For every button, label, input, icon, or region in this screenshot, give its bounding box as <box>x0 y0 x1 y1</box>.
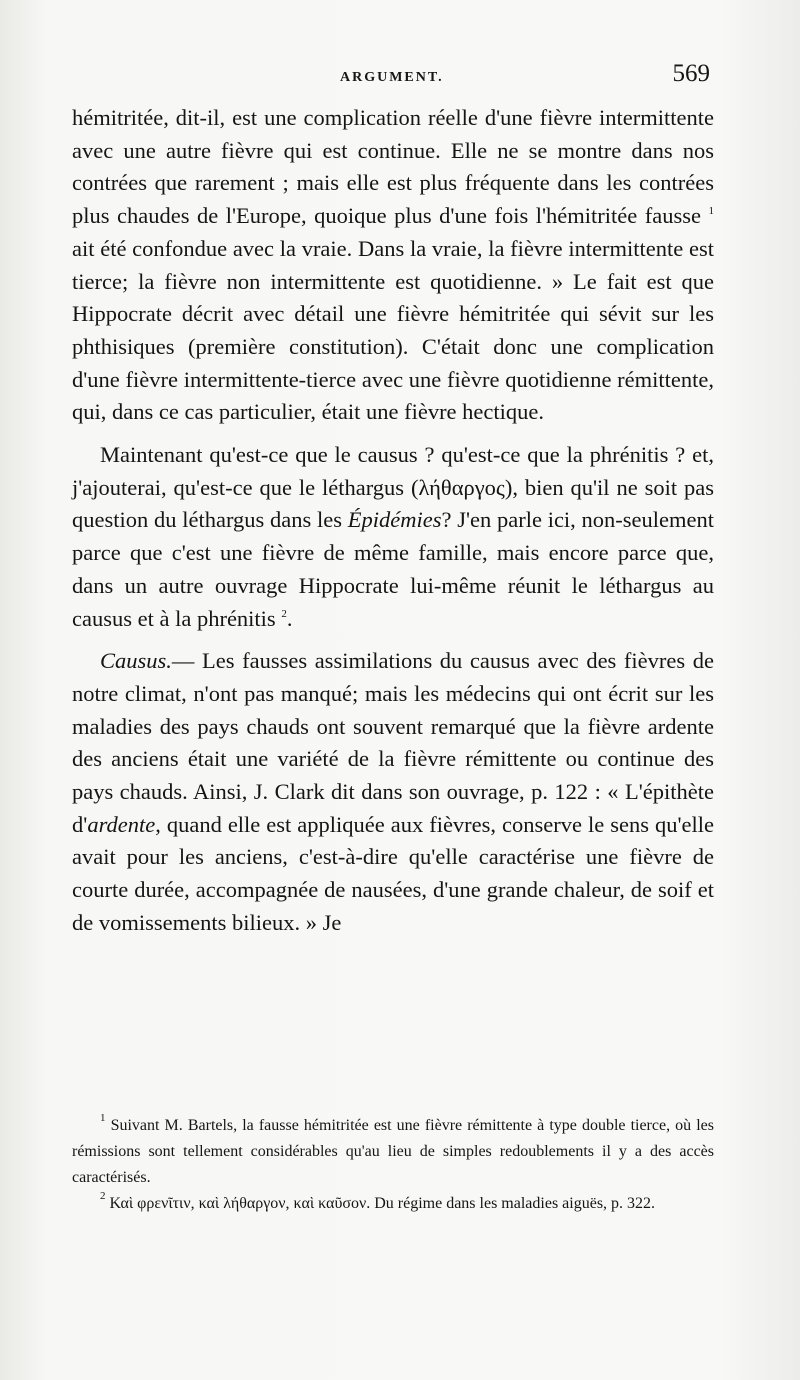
causus-heading: Causus. <box>100 648 172 674</box>
footnote-1-mark: 1 <box>100 1112 106 1124</box>
footnote-ref-1: 1 <box>708 205 715 218</box>
ardente-word: ardente <box>87 811 156 837</box>
footnote-ref-2: 2 <box>281 607 287 620</box>
epidemies-title: Épidémies <box>347 507 442 533</box>
paragraph-3-text-a: — Les fausses assimilations du causus avec des fièvres de notre climat, n'ont pas manqué; mais les médecins qui ont écrit sur les maladies des pays chauds ont souvent remarqué que la fièvre ardente des anciens était une variété de la fièvre rémittente ou continue des pays chauds. Ainsi, J. Clark dit dans son ouvrage, p. 122 : « L'épithète d' <box>72 648 714 837</box>
footnotes <box>72 1113 714 1217</box>
footnote-2-text: Καὶ φρενῖτιν, καὶ λήθαργον, καὶ καῦσον. Du régime dans les maladies aiguës, p. 322. <box>109 1195 656 1212</box>
page-header <box>72 58 714 98</box>
running-title: ARGUMENT. <box>340 70 444 85</box>
paragraph-3 <box>72 645 714 939</box>
paragraph-1-text: hémitritée, dit-il, est une complication réelle d'une fièvre intermittente avec une autre fièvre qui est continue. Elle ne se montre dans nos contrées que rarement ; mais elle est plus fréquente dans les contrées plus chaudes de l'Europe, quoique plus d'une fois l'hémitritée fausse <box>72 105 714 229</box>
paragraph-2 <box>72 439 714 635</box>
paragraph-1-rest: ait été confondue avec la vraie. Dans la vraie, la fièvre intermittente est tierce; la fièvre non intermittente est quotidienne. » Le fait est que Hippocrate décrit avec détail une fièvre hémitritée qui sévit sur les phthisiques (première constitution). C'était donc une complication d'une fièvre intermittente-tierce avec une fièvre quotidienne rémittente, qui, dans ce cas particulier, était une fièvre hectique. <box>72 235 714 425</box>
footnote-1 <box>72 1113 714 1191</box>
paragraph-3-text-b: , quand elle est appliquée aux fièvres, conserve le sens qu'elle avait pour les anciens, c'est-à-dire qu'elle caractérise une fièvre de courte durée, accompagnée de nausées, d'une grande chaleur, de soif et de vomissements bilieux. » Je <box>72 811 714 935</box>
footnote-2-mark: 2 <box>100 1190 106 1202</box>
paragraph-2-end: . <box>286 605 293 631</box>
footnote-1-text: Suivant M. Bartels, la fausse hémitritée est une fièvre rémittente à type double tierce, où les rémissions sont tellement considérables qu'au lieu de simples redoublements il y a des accès caractérisés. <box>72 1117 715 1186</box>
paragraph-1 <box>72 102 714 429</box>
page-number: 569 <box>672 60 710 87</box>
paragraph-2-text-a: Maintenant qu'est-ce que le causus ? qu'est-ce que la phrénitis ? et, j'ajouterai, qu'est-ce que le léthargus (λήθαργος), bien qu'il ne soit pas question du léthargus dans les <box>72 442 714 533</box>
paragraph-2-text-b: ? J'en parle ici, non-seulement parce que c'est une fièvre de même famille, mais encore parce que, dans un autre ouvrage Hippocrate lui-même réunit le léthargus au causus et à la phrénitis <box>72 507 715 631</box>
main-text <box>72 102 714 940</box>
footnote-2 <box>72 1191 714 1217</box>
